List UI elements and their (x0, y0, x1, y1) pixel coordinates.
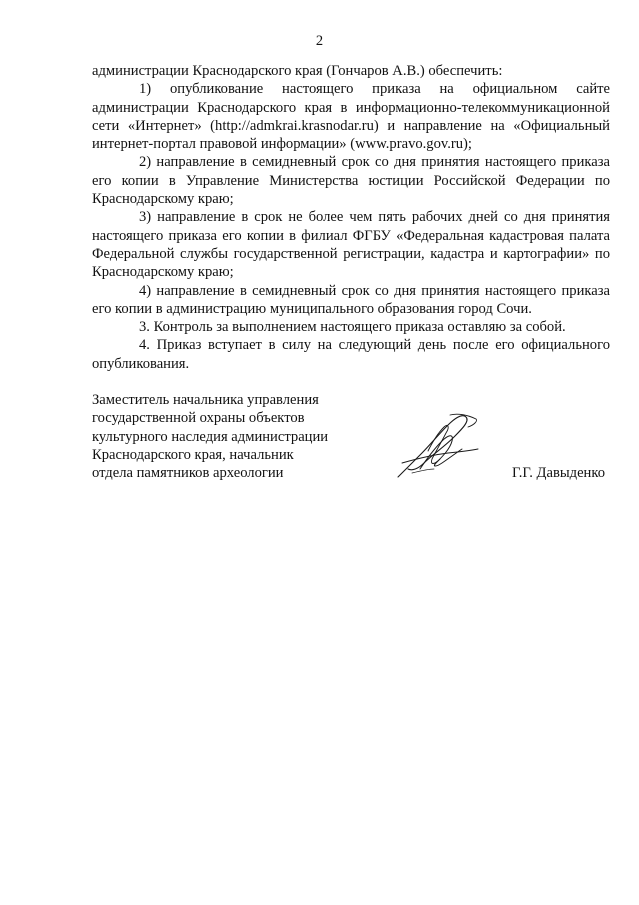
signatory-position-line: культурного наследия администрации (92, 428, 329, 445)
paragraph-effective-clause: 4. Приказ вступает в силу на следующий день после его официального опубликования. (92, 337, 610, 372)
paragraph-control-clause: 3. Контроль за выполнением настоящего приказа оставляю за собой. (139, 319, 566, 336)
signature-block (92, 391, 610, 491)
paragraph-item-4: 4) направление в семидневный срок со дня принятия настоящего приказа его копии в администрацию муниципального образования город Сочи. (92, 282, 610, 317)
signatory-position-line: Краснодарского края, начальник (92, 446, 294, 463)
signatory-position-line: Заместитель начальника управления (92, 392, 319, 408)
page-number: 2 (315, 33, 324, 49)
paragraph-item-1: 1) опубликование настоящего приказа на официальном сайте администрации Краснодарского края в информационно-телекоммуникационной сети «Интернет» (http://admkrai.krasnodar.ru) и направление на «Официальный интернет-портал правовой информации» (www.pravo.gov.ru); (92, 81, 610, 153)
paragraph-continuation: администрации Краснодарского края (Гончаров А.В.) обеспечить: (92, 63, 503, 79)
paragraph-item-3: 3) направление в срок не более чем пять рабочих дней со дня принятия настоящего приказа его копии в филиал ФГБУ «Федеральная кадастровая палата Федеральной службы государственной регистрации, кадастра и картографии» по Краснодарскому краю; (92, 209, 610, 281)
signatory-name: Г.Г. Давыденко (511, 465, 605, 481)
signatory-position-line: государственной охраны объектов (92, 410, 305, 427)
document-body (92, 62, 610, 373)
signatory-position (92, 391, 362, 482)
handwritten-signature (392, 411, 482, 483)
paragraph-item-2: 2) направление в семидневный срок со дня принятия настоящего приказа его копии в Управление Министерства юстиции Российской Федерации по Краснодарскому краю; (92, 154, 610, 208)
signatory-position-line: отдела памятников археологии (92, 465, 284, 482)
